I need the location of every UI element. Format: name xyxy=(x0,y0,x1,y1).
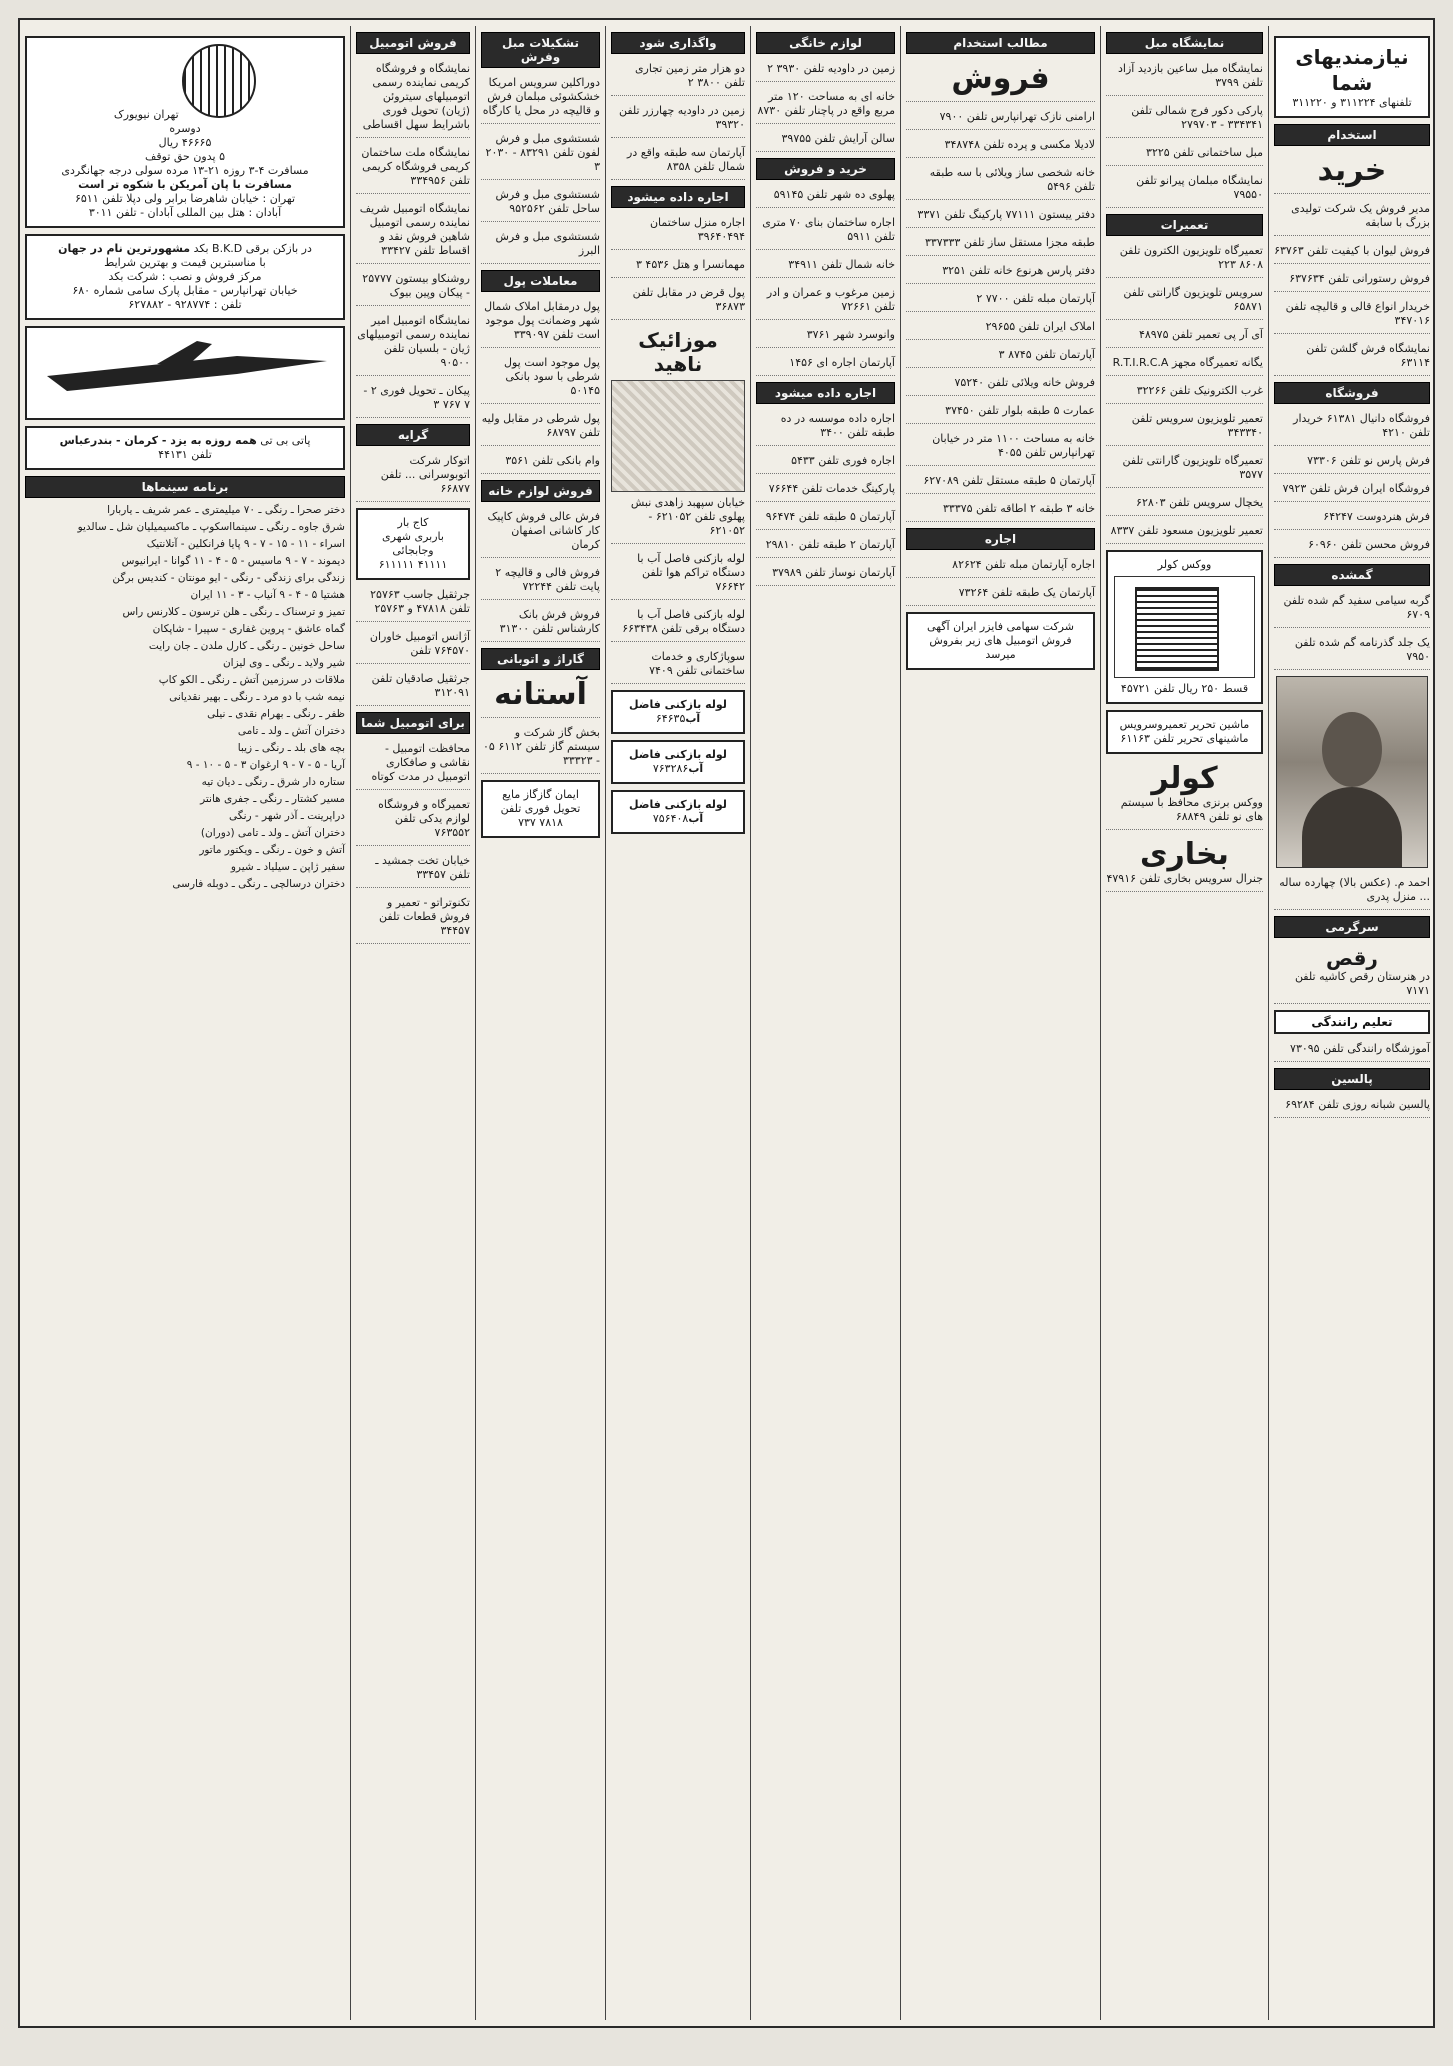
ad-sale-title: فروش xyxy=(906,60,1095,102)
page-title: نیازمندیهای شما xyxy=(1295,45,1409,95)
ad-item: پارکی دکور فرج شمالی تلفن ۳۳۴۳۴۱ - ۲۷۹۷۰۳ xyxy=(1106,102,1263,138)
column-7 xyxy=(1100,26,1268,2020)
ad-kaj-bar: کاج بار باربری شهری وجابجائی ۴۱۱۱۱ ۶۱۱۱۱۱ xyxy=(356,508,470,580)
list-item: ستاره دار شرق ـ رنگی ـ دیان تیه xyxy=(201,776,345,788)
list-item: ملاقات در سرزمین آتش ـ رنگی ـ الکو کاپ xyxy=(158,674,345,686)
ad-pipe-1: لوله بازکنی فاضل آب۶۴۶۳۵ xyxy=(611,690,745,734)
list-item: دختران درسالچی ـ رنگی ـ دوبله فارسی xyxy=(172,878,345,890)
ad-typewriter: ماشین تحریر تعمیروسرویس ماشینهای تحریر تلفن ۶۱۱۶۳ xyxy=(1106,710,1263,754)
section-repairs-header: تعمیرات xyxy=(1106,214,1263,236)
list-item: تمیز و ترسناک ـ رنگی ـ هلن ترسون ـ کلارنس راس xyxy=(122,606,345,618)
ad-eman-gas: ایمان گازگاز مایع تحویل فوری تلفن ۷۸۱۸ ۷۳۷ xyxy=(481,780,600,838)
ad-item: دو هزار متر زمین تجاری تلفن ۳۸۰۰ ۲ xyxy=(611,60,745,96)
list-item: دختر صحرا ـ رنگی ـ ۷۰ میلیمتری ـ عمر شریف ـ یاربارا xyxy=(107,504,345,516)
ad-bkd: در بازکن برقی B.K.D بکد مشهورترین نام در جهان با مناسبترین قیمت و بهترین شرایط مرکز فروش و نصب : شرکت بکد خیابان تهرانپارس - مقابل پارک سامی شماره ۶۸۰ تلفن : ۹۲۸۷۷۴ - ۶۲۷۸۸۲ xyxy=(25,234,345,320)
ad-item: آپارتمان یک طبقه تلفن ۷۳۲۶۴ xyxy=(906,584,1095,606)
ad-item: زمین مرغوب و عمران و ادر تلفن ۷۲۶۶۱ xyxy=(756,284,895,320)
ad-item: نمایشگاه و فروشگاه کریمی نماینده رسمی اتومبیلهای سیتروئن (ژیان) تحویل فوری باشرایط سهل اقساطی xyxy=(356,60,470,138)
list-item: دختران آتش ـ ولد ـ تامی (دوران) xyxy=(200,827,345,839)
ad-item: لادیلا مکسی و پرده تلفن ۳۴۸۷۴۸ xyxy=(906,136,1095,158)
ad-item: یگانه تعمیرگاه مجهز R.T.I.R.C.A xyxy=(1106,354,1263,376)
ad-item: زمین در داودیه تلفن ۳۹۳۰ ۲ xyxy=(756,60,895,82)
section-shop-header: فروشگاه xyxy=(1274,382,1430,404)
list-item: بچه های بلد ـ رنگی ـ زیبا xyxy=(237,742,345,754)
ad-item: تعمیرگاه و فروشگاه لوازم یدکی تلفن ۷۶۳۵۵۲ xyxy=(356,796,470,846)
section-header: مطالب استخدام xyxy=(906,32,1095,54)
ad-item: اتوکار شرکت اتوبوسرانی ... تلفن ۶۶۸۷۷ xyxy=(356,452,470,502)
ad-item: خانه ۳ طبقه ۲ اطاقه تلفن ۳۳۳۷۵ xyxy=(906,500,1095,522)
ad-item: نمایشگاه مبل ساعین بازدید آزاد تلفن ۳۷۹۹ xyxy=(1106,60,1263,96)
ad-item: پهلوی ده شهر تلفن ۵۹۱۴۵ xyxy=(756,186,895,208)
ad-item: اجاره آپارتمان مبله تلفن ۸۲۶۲۴ xyxy=(906,556,1095,578)
missing-boy-photo xyxy=(1276,676,1428,868)
column-4 xyxy=(605,26,750,2020)
page-phones: تلفنهای ۳۱۱۲۲۴ و ۳۱۱۲۲۰ xyxy=(1292,96,1412,109)
section-header: فروش لوازم خانه xyxy=(481,480,600,502)
section-header: اجاره داده میشود xyxy=(756,382,895,404)
cooler-illustration xyxy=(1114,576,1255,678)
column-2 xyxy=(350,26,475,2020)
section-lost-header: گمشده xyxy=(1274,564,1430,586)
ad-pipe-2: لوله بازکنی فاضل آب۷۶۳۲۸۶ xyxy=(611,740,745,784)
ad-item: دفتر پارس هرنوع خانه تلفن ۳۲۵۱ xyxy=(906,262,1095,284)
ad-item: دفتر ییستون ۷۷۱۱۱ پارکینگ تلفن ۳۳۷۱ xyxy=(906,206,1095,228)
ad-item: نمایشگاه فرش گلشن تلفن ۶۳۱۱۴ xyxy=(1274,340,1430,376)
ad-item: پول موجود است پول شرطی با سود بانکی ۵۰۱۴۵ xyxy=(481,354,600,404)
ad-heater: بخاری جنرال سرویس بخاری تلفن ۴۷۹۱۶ xyxy=(1106,836,1263,892)
ad-item: فروش لیوان با کیفیت تلفن ۶۳۷۶۳ xyxy=(1274,242,1430,264)
newspaper-page xyxy=(18,18,1435,2028)
ad-item: طبقه مجزا مستقل ساز تلفن ۳۳۷۳۳۳ xyxy=(906,234,1095,256)
list-item: آتش و خون ـ رنگی ـ ویکتور ماتور xyxy=(199,844,345,856)
section-header: فروش اتومبیل xyxy=(356,32,470,54)
ad-item: تعمیرگاه تلویزیون الکترون تلفن ۸۶۰۸ ۲۲۳ xyxy=(1106,242,1263,278)
ad-item: آی آر پی تعمیر تلفن ۴۸۹۷۵ xyxy=(1106,326,1263,348)
ad-item: سوپاژکاری و خدمات ساختمانی تلفن ۷۴۰۹ xyxy=(611,648,745,684)
ad-item: تکنوتراتو - تعمیر و فروش قطعات تلفن ۳۴۴۵۷ xyxy=(356,894,470,944)
ad-item: پول شرطی در مقابل ولیه تلفن ۶۸۷۹۷ xyxy=(481,410,600,446)
airplane-icon xyxy=(37,336,337,406)
ad-item: فرش عالی فروش کاپیک کار کاشانی اصفهان کرمان xyxy=(481,508,600,558)
mosaic-illustration xyxy=(611,380,745,492)
ad-item: آپارتمان ۲ طبقه تلفن ۲۹۸۱۰ xyxy=(756,536,895,558)
cinema-list xyxy=(25,504,345,891)
ad-buy-title: خرید xyxy=(1274,152,1430,194)
ad-item: نمایشگاه اتومبیل امیر نماینده رسمی اتومبیلهای ژیان - بلسیان تلفن ۹۰۵۰۰ xyxy=(356,312,470,376)
ad-cooler: کولر ووکس برنزی محافظ با سیستم های نو تلفن ۶۸۸۴۹ xyxy=(1106,760,1263,830)
ad-item: وام بانکی تلفن ۳۵۶۱ xyxy=(481,452,600,474)
ad-item: فروش خانه ویلائی تلفن ۷۵۲۴۰ xyxy=(906,374,1095,396)
list-item: شرق جاوه ـ رنگی ـ سینمااسکوپ ـ ماکسیمیلیان شل ـ سالدیو xyxy=(77,521,345,533)
section-driving-header: تعلیم رانندگی xyxy=(1274,1010,1430,1034)
column-8 xyxy=(1268,26,1435,2020)
ad-item: اجاره ساختمان بنای ۷۰ متری تلفن ۵۹۱۱ xyxy=(756,214,895,250)
section-header: اجاره داده میشود xyxy=(611,186,745,208)
list-item: هشتیا ۵ - ۴ - ۹ آنیاب - ۳ - ۱۱ ایران xyxy=(190,589,345,601)
ad-panam: تهران نیویورک دوسره ۴۶۶۶۵ ریال ۵ پدون حق توقف مسافرت ۴-۳ روزه ۲۱-۱۳ مرده سولی درجه جهانگردی مسافرت با پان آمریکن با شکوه تر است تهران : خیابان شاهرضا برابر ولی دپلا تلفن ۶۵۱۱ آبادان : هتل بین المللی آبادان - تلفن ۳۰۱۱ xyxy=(25,36,345,228)
column-3 xyxy=(475,26,605,2020)
ad-item: جرثقیل صادقیان تلفن ۳۱۲۰۹۱ xyxy=(356,670,470,706)
list-item: مسیر کشتار ـ رنگی ـ جفری هانتر xyxy=(200,793,345,805)
globe-icon xyxy=(182,44,256,118)
ad-item: زمین در داودیه چهارزر تلفن ۳۹۳۲۰ xyxy=(611,102,745,138)
ad-nahid: موزائیک ناهید خیابان سپهبد زاهدی نبش پهلوی تلفن ۶۲۱۰۵۲ - ۶۲۱۰۵۲ xyxy=(611,326,745,544)
ad-item: یک جلد گذرنامه گم شده تلفن ۷۹۵۰ xyxy=(1274,634,1430,670)
list-item: اسراء - ۱۱ - ۱۵ - ۷ - ۹ پایا فرانکلین - آتلانتیک xyxy=(146,538,345,550)
ad-item: آپارتمان مبله تلفن ۷۷۰۰ ۲ xyxy=(906,290,1095,312)
list-item: ساحل خونین ـ رنگی ـ کارل ملدن ـ جان رایت xyxy=(148,640,345,652)
section-header: خرید و فروش xyxy=(756,158,895,180)
ad-item: فروش رستورانی تلفن ۶۳۷۶۳۴ xyxy=(1274,270,1430,292)
ad-item: وانوسرد شهر ۳۷۶۱ xyxy=(756,326,895,348)
ad-item: پول درمقابل املاک شمال شهر وضمانت پول موجود است تلفن ۳۳۹۰۹۷ xyxy=(481,298,600,348)
section-header: تشکیلات مبل وفرش xyxy=(481,32,600,68)
ad-item: جرثقیل جاسب ۲۵۷۶۳ تلفن ۴۷۸۱۸ و ۲۵۷۶۳ xyxy=(356,586,470,622)
ad-item: شستشوی مبل و فرش البرز xyxy=(481,228,600,264)
ad-item: محافظت اتومبیل - نقاشی و صافکاری اتومبیل در مدت کوتاه xyxy=(356,740,470,790)
ad-item: مهمانسرا و هتل ۴۵۳۶ ۳ xyxy=(611,256,745,278)
ad-item: سالن آرایش تلفن ۳۹۷۵۵ xyxy=(756,130,895,152)
list-item: نیمه شب با دو مرد ـ رنگی ـ بهیر نقدیانی xyxy=(169,691,345,703)
column-1 xyxy=(20,26,350,2020)
section-rent-header: اجاره xyxy=(906,528,1095,550)
ad-item: پارکینگ خدمات تلفن ۷۶۶۴۴ xyxy=(756,480,895,502)
section-entertainment-header: سرگرمی xyxy=(1274,916,1430,938)
ad-item: لوله بازکنی فاصل آب با دستگاه تراکم هوا تلفن ۷۶۶۴۲ xyxy=(611,550,745,600)
ad-item: مبل ساختمانی تلفن ۳۲۲۵ xyxy=(1106,144,1263,166)
photo-caption: احمد م. (عکس بالا) چهارده ساله ... منزل پدری xyxy=(1274,874,1430,910)
ad-item: فرش هنردوست ۶۴۲۴۷ xyxy=(1274,508,1430,530)
ad-item: فروش محسن تلفن ۶۰۹۶۰ xyxy=(1274,536,1430,558)
ad-item: فروشگاه دانیال ۶۱۳۸۱ خریدار تلفن ۴۲۱۰ xyxy=(1274,410,1430,446)
ad-item: لوله بازکنی فاصل آب با دستگاه برقی تلفن ۶۶۳۴۳۸ xyxy=(611,606,745,642)
ad-item: آژانس اتومبیل خاوران ۷۶۴۵۷۰ تلفن xyxy=(356,628,470,664)
list-item: دختران آتش ـ ولد ـ تامی xyxy=(237,725,345,737)
list-item: ظفر ـ رنگی ـ بهرام نقدی ـ نیلی xyxy=(207,708,345,720)
ad-item: فروشگاه ایران فرش تلفن ۷۹۲۳ xyxy=(1274,480,1430,502)
section-employment-header: استخدام xyxy=(1274,124,1430,146)
ad-item: عمارت ۵ طبقه بلوار تلفن ۳۷۴۵۰ xyxy=(906,402,1095,424)
ad-item: خانه ای به مساحت ۱۲۰ متر مربع واقع در پاچنار تلفن ۸۷۳۰ xyxy=(756,88,895,124)
list-item: گماه عاشق - پروین غفاری - سپیرا - شاپکان xyxy=(152,623,345,635)
ad-item: سرویس تلویزیون گارانتی تلفن ۶۵۸۷۱ xyxy=(1106,284,1263,320)
ad-item: مدیر فروش یک شرکت تولیدی بزرگ با سابقه xyxy=(1274,200,1430,236)
ad-item: اجاره منزل ساختمان ۳۹۶۴۰۴۹۴ xyxy=(611,214,745,250)
column-6 xyxy=(900,26,1100,2020)
ad-item: خریدار انواع قالی و قالیچه تلفن ۳۴۷۰۱۶ xyxy=(1274,298,1430,334)
section-header: گاراژ و اتوبانی xyxy=(481,648,600,670)
ad-pipe-3: لوله بازکنی فاضل آب۷۵۶۴۰۸ xyxy=(611,790,745,834)
page-title-box xyxy=(1274,36,1430,118)
ad-item: آپارتمان تلفن ۸۷۴۵ ۳ xyxy=(906,346,1095,368)
ad-item: املاک ایران تلفن ۲۹۶۵۵ xyxy=(906,318,1095,340)
ad-item: فروش فالی و قالیچه ۲ پایت تلفن ۷۲۲۴۴ xyxy=(481,564,600,600)
list-item: آریا - ۵ - ۷ - ۹ ارغوان ۳ - ۵ - ۱۰ - ۹ xyxy=(186,759,345,771)
ad-item: پیکان ـ تحویل فوری ۲ - ۷ ۷۶۷ ۳ xyxy=(356,382,470,418)
ad-item: یخچال سرویس تلفن ۶۲۸۰۳ xyxy=(1106,494,1263,516)
ad-item: آپارتمان سه طبقه واقع در شمال تلفن ۸۳۵۸ xyxy=(611,144,745,180)
ad-item: خانه به مساحت ۱۱۰۰ متر در خیابان تهرانپارس تلفن ۴۰۵۵ xyxy=(906,430,1095,466)
ad-item: روشنکاو بیستون ۲۵۷۷۷ - پیکان وپین بیوک xyxy=(356,270,470,306)
ad-item: غرب الکترونیک تلفن ۳۲۲۶۶ xyxy=(1106,382,1263,404)
ad-item: نمایشگاه اتومبیل شریف نماینده رسمی اتومبیل شاهین فروش نقد و اقساط تلفن ۳۳۴۲۷ xyxy=(356,200,470,264)
ad-item: فروش فرش بانک کارشناس تلفن ۳۱۳۰۰ xyxy=(481,606,600,642)
section-header: لوازم خانگی xyxy=(756,32,895,54)
ad-item: خانه شمال تلفن ۳۴۹۱۱ xyxy=(756,256,895,278)
list-item: سفیر ژاپن ـ سیلیاد ـ شیرو xyxy=(230,861,345,873)
ad-vokes-cooler: ووکس کولر قسط ۲۵۰ ریال تلفن ۴۵۷۲۱ xyxy=(1106,550,1263,704)
ad-pt: پاتی بی تی همه روزه به یزد - کرمان - بندرعباس تلفن ۴۴۱۳۱ xyxy=(25,426,345,470)
ad-item: ارامنی نازک تهرانپارس تلفن ۷۹۰۰ xyxy=(906,108,1095,130)
airline-logo xyxy=(25,326,345,420)
ad-item: آپارتمان اجاره ای ۱۴۵۶ xyxy=(756,354,895,376)
ad-item: شستشوی مبل و فرش ساحل تلفن ۹۵۲۵۶۲ xyxy=(481,186,600,222)
ad-item: اجاره فوری تلفن ۵۴۳۳ xyxy=(756,452,895,474)
section-header: گرایه xyxy=(356,424,470,446)
ad-item: گربه سیامی سفید گم شده تلفن ۶۷۰۹ xyxy=(1274,592,1430,628)
section-last-header: پالسین xyxy=(1274,1068,1430,1090)
ad-item: فرش پارس نو تلفن ۷۳۳۰۶ xyxy=(1274,452,1430,474)
list-item: زندگی برای زندگی - رنگی - ایو مونتان - کندیس برگن xyxy=(112,572,345,584)
ad-item: پول قرض در مقابل تلفن ۳۶۸۷۳ xyxy=(611,284,745,320)
ad-item: آپارتمان ۵ طبقه مستقل تلفن ۶۲۷۰۸۹ xyxy=(906,472,1095,494)
ad-dance: رقص در هنرستان رقص کاشیه تلفن ۷۱۷۱ xyxy=(1274,944,1430,1004)
ad-item: آپارتمان ۵ طبقه تلفن ۹۶۴۷۴ xyxy=(756,508,895,530)
section-header: معاملات پول xyxy=(481,270,600,292)
ad-item: آپارتمان نوساز تلفن ۳۷۹۸۹ xyxy=(756,564,895,586)
ad-item: خانه شخصی ساز ویلائی با سه طبقه تلفن ۵۴۹۶ xyxy=(906,164,1095,200)
list-item: دراپرینت ـ آذر شهر - رنگی xyxy=(229,810,345,822)
ad-fayez: شرکت سهامی فایزر ایران آگهی فروش اتومبیل های زیر بفروش میرسد xyxy=(906,612,1095,670)
ad-item: نمایشگاه مبلمان پیرانو تلفن ۷۹۵۵۰ xyxy=(1106,172,1263,208)
ad-item: تعمیر تلویزیون سرویس تلفن ۳۴۳۳۴۰ xyxy=(1106,410,1263,446)
ad-item: اجاره داده موسسه در ده طبقه تلفن ۳۴۰۰ xyxy=(756,410,895,446)
ad-item: نمایشگاه ملت ساختمان کریمی فروشگاه کریمی تلفن ۳۳۴۹۵۶ xyxy=(356,144,470,194)
section-header: برای اتومبیل شما xyxy=(356,712,470,734)
ad-item: بخش گاز شرکت و سیستم گاز تلفن ۶۱۱۲ ۰۵ - ۳۳۳۲۳ xyxy=(481,724,600,774)
ad-driving: آموزشگاه رانندگی تلفن ۷۳۰۹۵ xyxy=(1274,1040,1430,1062)
cinema-header: برنامه سینماها xyxy=(25,476,345,498)
ad-item: دوراکلین سرویس امریکا خشکشوئی مبلمان فرش و قالیچه در محل یا کارگاه xyxy=(481,74,600,124)
ad-astan: آستانه xyxy=(481,676,600,718)
section-header: واگذاری شود xyxy=(611,32,745,54)
section-furniture-header: نمایشگاه مبل xyxy=(1106,32,1263,54)
ad-item: تعمیر تلویزیون مسعود تلفن ۸۳۳۷ xyxy=(1106,522,1263,544)
ad-item: شستشوی مبل و فرش لفون تلفن ۸۳۲۹۱ - ۲۰۳۰ ۳ xyxy=(481,130,600,180)
ad-item: تعمیرگاه تلویزیون گارانتی تلفن ۳۵۷۷ xyxy=(1106,452,1263,488)
list-item: دیموند - ۷ - ۹ ماسیس - ۵ - ۴ - ۱۱ گوانا - ایرانیوس xyxy=(121,555,345,567)
ad-item: خیابان تخت جمشید ـ تلفن ۳۳۴۵۷ xyxy=(356,852,470,888)
ad-last: پالسین شبانه روزی تلفن ۶۹۲۸۴ xyxy=(1274,1096,1430,1118)
column-5 xyxy=(750,26,900,2020)
list-item: شیر ولاید ـ رنگی ـ وی لیزان xyxy=(222,657,345,669)
